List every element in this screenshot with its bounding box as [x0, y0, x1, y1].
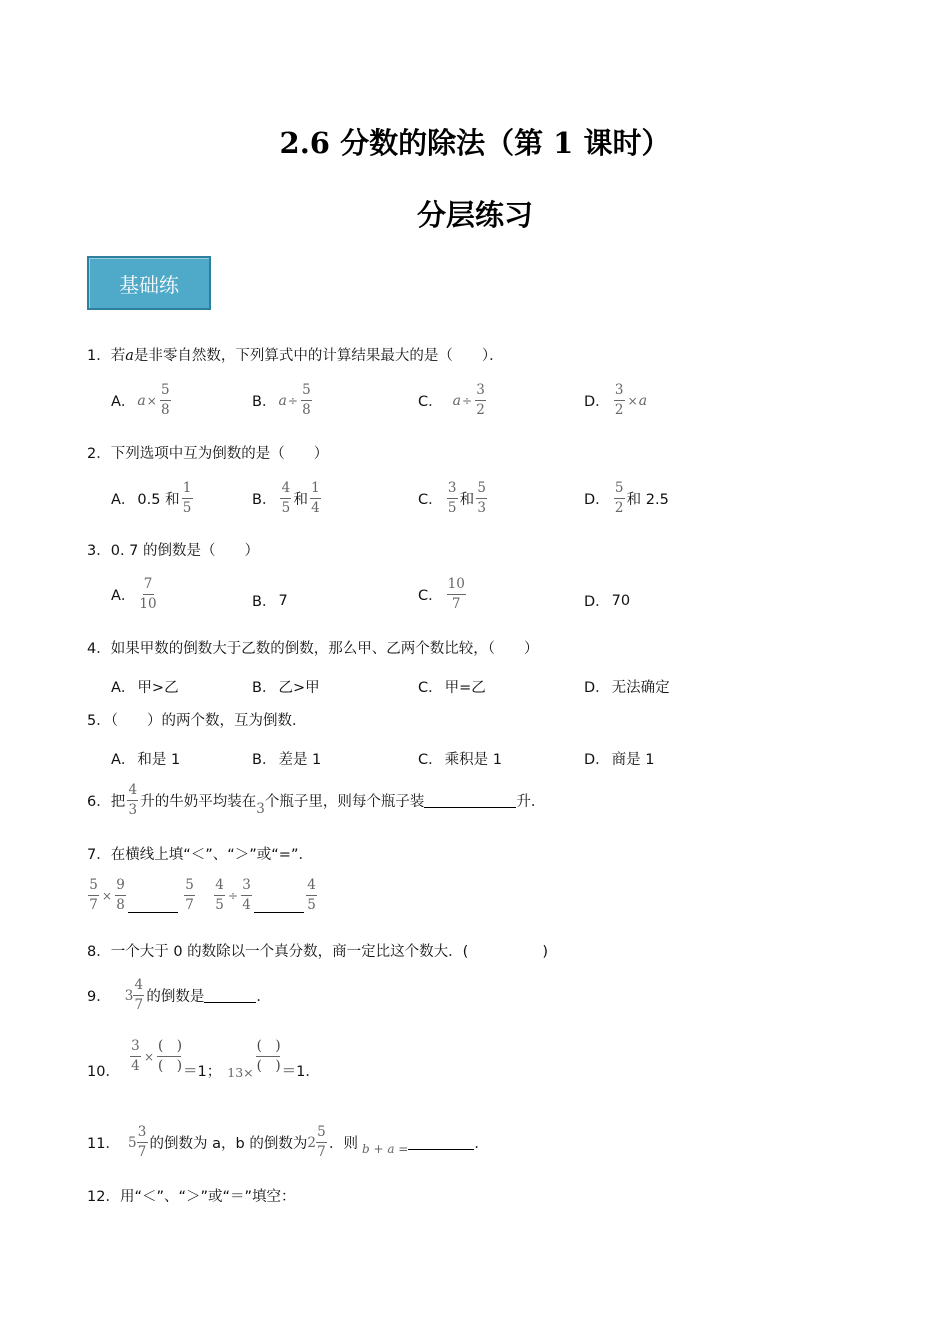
fraction: 5 7 — [185, 877, 194, 913]
fraction: 10 7 — [447, 576, 465, 612]
q2-option-d[interactable]: D． 5 2 和 2.5 — [584, 480, 669, 516]
q3-option-b[interactable]: B． 7 — [252, 592, 288, 610]
q1-option-c[interactable]: C． a ÷ $\frac{3}{2}$ — [418, 382, 485, 418]
question-12: 12．用“＜”、“＞”或“＝”填空： — [87, 1189, 296, 1205]
question-10: 10． $\frac{3}{4}$ × ( ) ( ) ＝1； 13× ( ) ( ) ＝1． — [87, 1038, 320, 1080]
q1-option-b[interactable]: B． a ÷ $\frac{5}{8}$ — [252, 382, 311, 418]
fraction: $\frac{4}{5}$ — [215, 877, 224, 913]
q2-option-a[interactable]: A． 0.5 和 1 5 — [111, 480, 192, 516]
q7-expression-1: $\frac{5}{7}$ × $\frac{9}{8}$ 5 7 — [89, 877, 194, 913]
fraction: 4 5 — [281, 480, 291, 516]
fraction: $\frac{3}{4}$ — [242, 877, 251, 913]
page-title: 2.6 分数的除法（第 1 课时） — [279, 126, 671, 160]
q5-option-b[interactable]: B． 差是 1 — [252, 752, 322, 768]
fraction: $\frac{5}{8}$ — [161, 382, 170, 418]
q3-option-d[interactable]: D． 70 — [584, 592, 631, 610]
q2-option-c[interactable]: C． 3 5 和 5 3 — [418, 480, 486, 516]
page-subtitle: 分层练习 — [416, 198, 533, 232]
q5-option-d[interactable]: D． 商是 1 — [584, 752, 655, 768]
q1-option-a[interactable]: A． a × $\frac{5}{8}$ — [111, 382, 170, 418]
fraction: 7 10 — [139, 576, 157, 612]
question-6: 6． 把 4 3 升的牛奶平均装在 3 个瓶子里，则每个瓶子装 升． — [87, 782, 546, 818]
q4-option-c[interactable]: C． 甲=乙 — [418, 680, 486, 696]
q4-option-a[interactable]: A． 甲>乙 — [111, 680, 179, 696]
section-badge: 基础练 — [87, 256, 211, 310]
fraction: $\frac{9}{8}$ — [116, 877, 125, 913]
answer-blank[interactable] — [204, 988, 256, 1003]
fraction: 4 7 — [134, 977, 144, 1013]
answer-blank[interactable] — [408, 1135, 474, 1150]
fraction: 1 4 — [311, 480, 320, 516]
fraction: $\frac{3}{2}$ — [614, 382, 624, 418]
fraction: $\frac{5}{8}$ — [302, 382, 311, 418]
question-9: 9． 3 4 7 的倒数是 ． — [87, 977, 271, 1013]
question-4: 4．如果甲数的倒数大于乙数的倒数，那么甲、乙两个数比较，（ ） — [87, 641, 539, 657]
question-1: 1．若a是非零自然数，下列算式中的计算结果最大的是（ ）． — [87, 348, 504, 364]
question-7: 7．在横线上填“＜”、“＞”或“=”． — [87, 847, 313, 863]
fraction: 1 5 — [182, 480, 192, 516]
answer-blank[interactable] — [424, 793, 516, 808]
question-11: 11． 5 3 7 的倒数为 a，b 的倒数为 2 5 7 ．则 b + a = ． — [87, 1124, 489, 1160]
answer-blank[interactable] — [128, 898, 178, 913]
fraction: 4 5 — [307, 877, 316, 913]
paren-fraction: ( ) ( ) — [256, 1038, 281, 1074]
fraction: $\frac{5}{7}$ — [89, 877, 98, 913]
q4-option-b[interactable]: B． 乙>甲 — [252, 680, 320, 696]
q2-option-b[interactable]: B． 4 5 和 1 4 — [252, 480, 320, 516]
fraction: 4 3 — [128, 782, 138, 818]
fraction: 5 7 — [317, 1124, 326, 1160]
question-8: 8．一个大于 0 的数除以一个真分数，商一定比这个数大．( ) — [87, 944, 549, 960]
fraction: $\frac{3}{4}$ — [131, 1038, 140, 1074]
fraction: 3 7 — [137, 1124, 147, 1160]
q1-option-d[interactable]: D． $\frac{3}{2}$ × a — [584, 382, 648, 418]
q7-expression-2: $\frac{4}{5}$ ÷ $\frac{3}{4}$ 4 5 — [215, 877, 316, 913]
q4-option-d[interactable]: D． 无法确定 — [584, 680, 670, 696]
q3-option-a[interactable]: A． 7 10 — [111, 576, 157, 612]
question-5: 5．（ ）的两个数，互为倒数． — [87, 713, 307, 729]
fraction: $\frac{3}{2}$ — [476, 382, 485, 418]
fraction: 5 2 — [614, 480, 624, 516]
paren-fraction: ( ) ( ) — [158, 1038, 183, 1074]
q5-option-c[interactable]: C． 乘积是 1 — [418, 752, 502, 768]
answer-blank[interactable] — [254, 898, 304, 913]
q5-option-a[interactable]: A． 和是 1 — [111, 752, 181, 768]
q3-option-c[interactable]: C． 10 7 — [418, 576, 465, 612]
fraction: 5 3 — [477, 480, 486, 516]
question-2: 2．下列选项中互为倒数的是（ ） — [87, 446, 329, 462]
fraction: 3 5 — [447, 480, 457, 516]
question-3: 3．0. 7 的倒数是（ ） — [87, 543, 260, 559]
